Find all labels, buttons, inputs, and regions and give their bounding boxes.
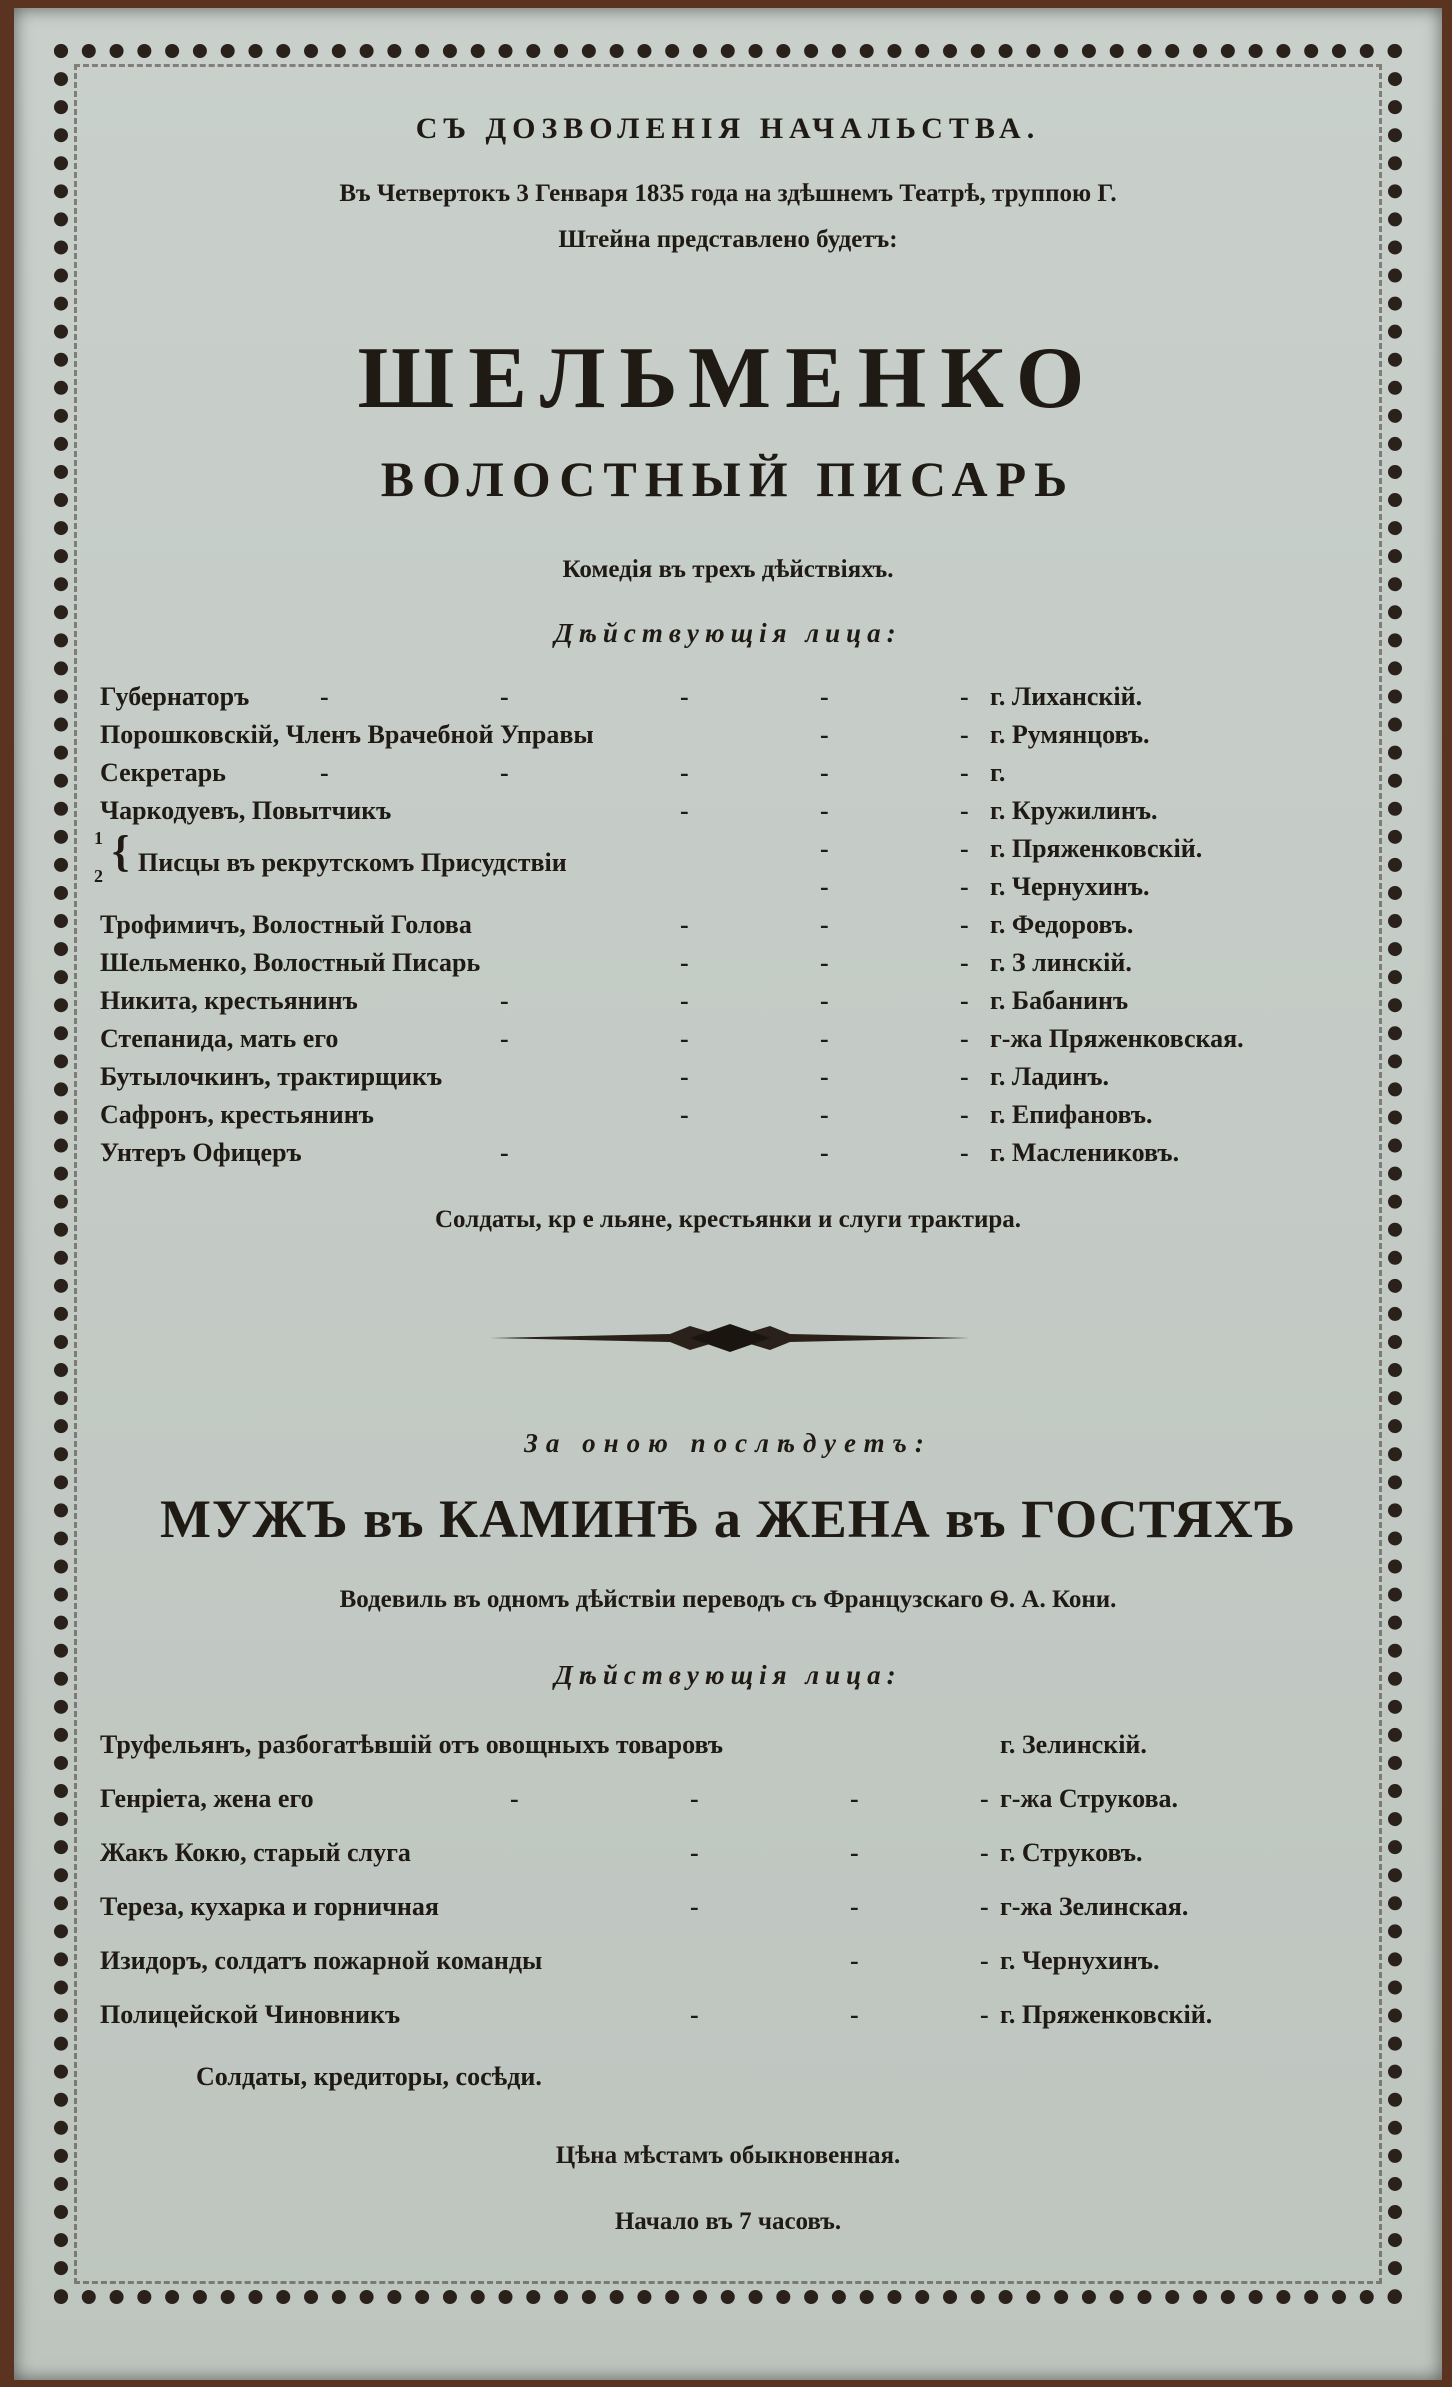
start-time: Начало въ 7 часовъ. bbox=[614, 2208, 842, 2235]
play2-genre: Водевиль въ одномъ дѣйствіи переводъ съ Французскаго Ѳ. А. Кони. bbox=[339, 1586, 1117, 1613]
play2-cast-heading: Дѣйствующія лица: bbox=[554, 1660, 902, 1690]
role-name: Трофимичъ, Волостный Голова bbox=[100, 910, 472, 939]
cast-row: Никита, крестьянинъ - - - - г. Бабанинъ bbox=[100, 986, 1129, 1015]
actor-name: г. Епифановъ. bbox=[990, 1100, 1153, 1129]
role-name: Писцы въ рекрутскомъ Присудствіи bbox=[138, 848, 567, 877]
actor-name: г. Лиханскій. bbox=[990, 682, 1143, 711]
role-name: Бутылочкинъ, трактирщикъ bbox=[100, 1062, 443, 1091]
role-name: Тереза, кухарка и горничная bbox=[100, 1892, 439, 1921]
actor-name: г. Пряженковскій. bbox=[990, 834, 1203, 863]
role-name: Чаркодуевъ, Повытчикъ bbox=[100, 796, 392, 825]
scribe-number: 1 bbox=[94, 828, 103, 848]
scribe-number: 2 bbox=[94, 866, 103, 886]
actor-name: г. Зелинскій. bbox=[1000, 1730, 1147, 1759]
cast-row: Шельменко, Волостный Писарь - - - г. З линскій. bbox=[100, 948, 1132, 977]
role-name: Генріета, жена его bbox=[100, 1784, 314, 1813]
play1-cast-heading: Дѣйствующія лица: bbox=[554, 618, 902, 648]
price-note: Цѣна мѣстамъ обыкновенная. bbox=[555, 2142, 901, 2169]
actor-name: г. bbox=[990, 758, 1006, 787]
cast-row: Бутылочкинъ, трактирщикъ - - - г. Ладинъ. bbox=[100, 1062, 1110, 1091]
cast-row: Жакъ Кокю, старый слуга - - - г. Струковъ. bbox=[100, 1838, 1143, 1867]
actor-name: г. Ладинъ. bbox=[990, 1062, 1110, 1091]
play2-title: МУЖЪ въ КАМИНѢ а ЖЕНА въ ГОСТЯХЪ bbox=[159, 1489, 1297, 1549]
cast-row: Унтеръ Офицеръ - - - г. Маслениковъ. bbox=[100, 1138, 1180, 1167]
role-name: Степанида, мать его bbox=[100, 1024, 339, 1053]
ornament-divider-icon bbox=[490, 1318, 970, 1358]
cast-row: Сафронъ, крестьянинъ - - - г. Епифановъ. bbox=[100, 1100, 1153, 1129]
actor-name: г. Федоровъ. bbox=[990, 910, 1134, 939]
playbill-content bbox=[94, 88, 1356, 2268]
actor-name: г. Струковъ. bbox=[1000, 1838, 1143, 1867]
actor-name: г. Маслениковъ. bbox=[990, 1138, 1180, 1167]
permission-line: СЪ ДОЗВОЛЕНІЯ НАЧАЛЬСТВА. bbox=[415, 112, 1041, 145]
play1-cast-list bbox=[94, 682, 1356, 1176]
intro-line-1: Въ Четвертокъ 3 Генваря 1835 года на здѣшнемъ Театрѣ, труппою Г. bbox=[339, 180, 1117, 207]
cast-row: Трофимичъ, Волостный Голова - - - г. Федоровъ. bbox=[100, 910, 1134, 939]
cast-row: Губернаторъ - - - - - г. Лиханскій. bbox=[100, 682, 1143, 711]
cast-row: Порошковскій, Членъ Врачебной Управы - - г. Румянцовъ. bbox=[100, 720, 1150, 749]
playbill-sheet bbox=[14, 8, 1442, 2380]
role-name: Губернаторъ bbox=[100, 682, 250, 711]
cast-row-scribes: 1 2 { Писцы въ рекрутскомъ Присудствіи - - г. Пряженковскій. - - г. Чернухинъ. bbox=[94, 827, 1203, 901]
role-name: Шельменко, Волостный Писарь bbox=[100, 948, 481, 977]
actor-name: г. Бабанинъ bbox=[990, 986, 1129, 1015]
intro-line-2: Штейна представлено будетъ: bbox=[558, 226, 898, 253]
cast-row: Степанида, мать его - - - - г-жа Пряженковская. bbox=[100, 1024, 1244, 1053]
play1-extras: Солдаты, кр е льяне, крестьянки и слуги трактира. bbox=[434, 1206, 1022, 1233]
role-name: Секретарь bbox=[100, 758, 226, 787]
cast-row: Генріета, жена его - - - - г-жа Струкова. bbox=[100, 1784, 1178, 1813]
cast-row: Секретарь - - - - - г. bbox=[100, 758, 1006, 787]
actor-name: г. Пряженковскій. bbox=[1000, 2000, 1213, 2029]
role-name: Никита, крестьянинъ bbox=[100, 986, 358, 1015]
actor-name: г-жа Пряженковская. bbox=[990, 1024, 1244, 1053]
cast-row: Тереза, кухарка и горничная - - - г-жа Зелинская. bbox=[100, 1892, 1189, 1921]
cast-row: Чаркодуевъ, Повытчикъ - - - г. Кружилинъ. bbox=[100, 796, 1158, 825]
cast-row bbox=[100, 1730, 1356, 1784]
actor-name: г. Румянцовъ. bbox=[990, 720, 1150, 749]
actor-name: г. З линскій. bbox=[990, 948, 1132, 977]
role-name: Полицейской Чиновникъ bbox=[100, 2000, 401, 2029]
play2-follows: За оною послѣдуетъ: bbox=[524, 1428, 932, 1458]
actor-name: г-жа Струкова. bbox=[1000, 1784, 1178, 1813]
role-name: Изидоръ, солдатъ пожарной команды bbox=[100, 1946, 543, 1975]
actor-name: г-жа Зелинская. bbox=[1000, 1892, 1189, 1921]
role-name: Порошковскій, Членъ Врачебной Управы bbox=[100, 720, 594, 749]
role-name: Сафронъ, крестьянинъ bbox=[100, 1100, 374, 1129]
cast-row: Полицейской Чиновникъ - - - г. Пряженковскій. bbox=[100, 2000, 1213, 2029]
actor-name: г. Кружилинъ. bbox=[990, 796, 1158, 825]
actor-name: г. Чернухинъ. bbox=[990, 872, 1150, 901]
role-name: Жакъ Кокю, старый слуга bbox=[100, 1838, 411, 1867]
role-name: Труфельянъ, разбогатѣвшій отъ овощныхъ товаровъ bbox=[100, 1730, 724, 1759]
actor-name: г. Чернухинъ. bbox=[1000, 1946, 1160, 1975]
role-name: Унтеръ Офицеръ bbox=[100, 1138, 302, 1167]
play2-cast-list bbox=[100, 1730, 1356, 2054]
play1-title: ШЕЛЬМЕНКО bbox=[357, 330, 1099, 427]
play2-extras: Солдаты, кредиторы, сосѣди. bbox=[196, 2062, 542, 2091]
play1-genre: Комедія въ трехъ дѣйствіяхъ. bbox=[562, 556, 894, 583]
brace-icon: { bbox=[112, 827, 130, 876]
play1-subtitle: ВОЛОСТНЫЙ ПИСАРЬ bbox=[380, 451, 1076, 507]
cast-row: Изидоръ, солдатъ пожарной команды - - г. Чернухинъ. bbox=[100, 1946, 1160, 1975]
